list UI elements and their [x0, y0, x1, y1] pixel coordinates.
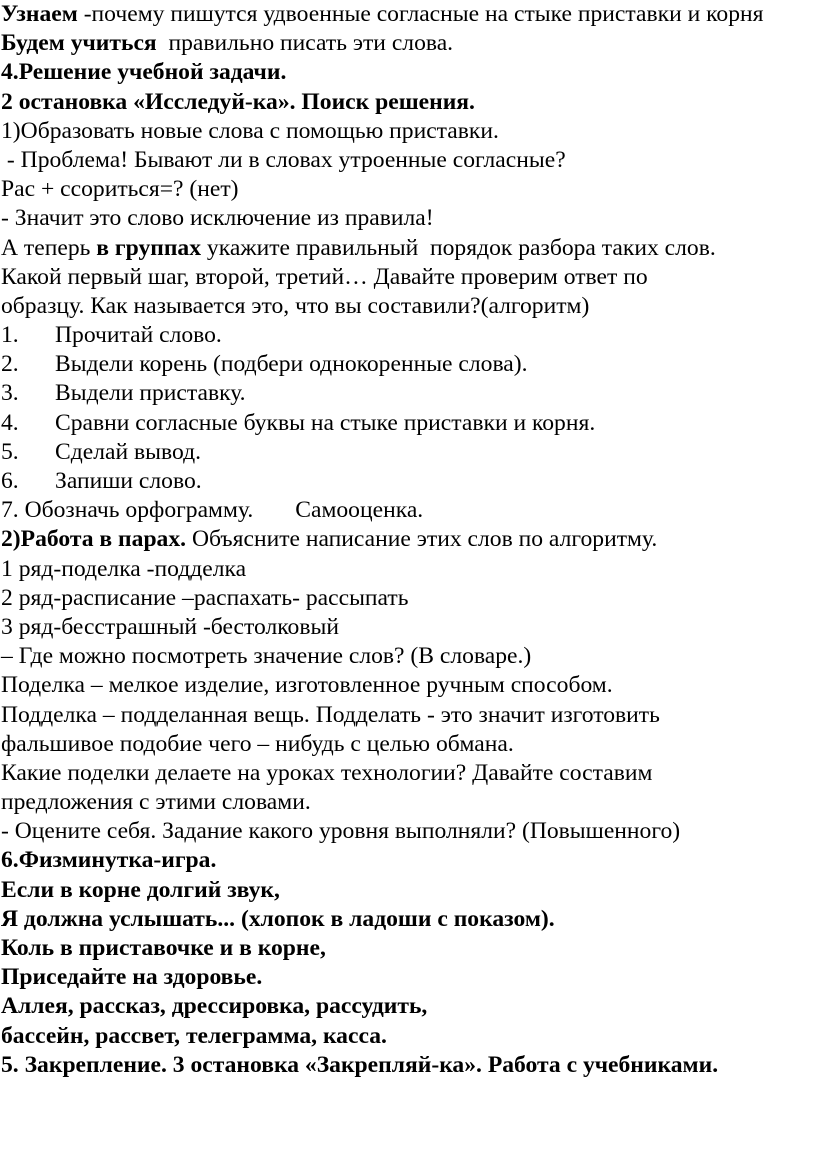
- game-title: 6.Физминутка-игра.: [1, 847, 217, 874]
- step1-problem: - Проблема! Бывают ли в словах утроенные согласные?: [1, 146, 566, 173]
- algorithm-text: 7. Обозначь орфограмму.: [1, 497, 254, 524]
- algorithm-number: 3.: [1, 380, 19, 407]
- learn-label: Узнаем: [1, 1, 78, 27]
- algorithm-text: Выдели приставку.: [55, 380, 246, 407]
- step1-conclusion: - Значит это слово исключение из правила!: [1, 205, 434, 232]
- study-label: Будем учиться: [1, 30, 157, 57]
- step1-question2: образцу. Как называется это, что вы составили?(алгоритм): [1, 292, 590, 319]
- learn-text: -почему пишутся удвоенные согласные на стыке приставки и корня: [77, 1, 764, 27]
- game-line: [1, 905, 816, 934]
- pairs-heading: [1, 525, 816, 554]
- algorithm-item: [1, 438, 816, 467]
- groups-bold: в группах: [96, 234, 202, 261]
- algorithm-number: 1.: [1, 322, 19, 349]
- game-heading: [1, 846, 816, 875]
- pairs-line: Какие поделки делаете на уроках технологии? Давайте составим: [1, 759, 653, 786]
- algorithm-number: 5.: [1, 438, 19, 465]
- pairs-bold: 2)Работа в парах.: [1, 526, 187, 553]
- algorithm-text: Сделай вывод.: [55, 438, 201, 465]
- self-assessment-label: Самооценка.: [295, 497, 424, 524]
- algorithm-number: 6.: [1, 468, 19, 495]
- heading-stop2-text: 2 остановка «Исследуй-ка». Поиск решения.: [1, 88, 475, 115]
- game-line-text: Я должна услышать... (хлопок в ладоши с показом).: [1, 905, 555, 932]
- pairs-row: 1 ряд-поделка -подделка: [1, 555, 247, 582]
- algorithm-item-last: [1, 496, 816, 525]
- game-line: [1, 992, 816, 1021]
- pairs-line: Подделка – подделанная вещь. Подделать - это значит изготовить: [1, 701, 660, 728]
- pairs-line: - Оцените себя. Задание какого уровня выполняли? (Повышенного): [1, 818, 681, 845]
- pairs-row: 2 ряд-расписание –распахать- рассыпать: [1, 584, 409, 611]
- final-heading-text: 5. Закрепление. 3 остановка «Закрепляй-ка». Работа с учебниками.: [1, 1051, 719, 1078]
- game-line: [1, 934, 816, 963]
- heading-stop2: [1, 88, 816, 117]
- study-text: правильно писать эти слова.: [156, 30, 454, 57]
- pairs-line: – Где можно посмотреть значение слов? (В словаре.): [1, 643, 532, 670]
- algorithm-list: [1, 321, 816, 525]
- pairs-row: 3 ряд-бесстрашный -бестолковый: [1, 613, 339, 640]
- game-line: [1, 876, 816, 905]
- algorithm-item: [1, 467, 816, 496]
- game-line-text: Приседайте на здоровье.: [1, 964, 263, 991]
- algorithm-text: Сравни согласные буквы на стыке приставки и корня.: [55, 409, 596, 436]
- algorithm-text: Прочитай слово.: [55, 322, 222, 349]
- pairs-line: фальшивое подобие чего – нибудь с целью обмана.: [1, 730, 514, 757]
- game-line: [1, 1022, 816, 1051]
- algorithm-number: 4.: [1, 409, 19, 436]
- step1-groups: [1, 234, 816, 263]
- final-heading: [1, 1051, 816, 1080]
- game-line: [1, 963, 816, 992]
- algorithm-number: 2.: [1, 351, 19, 378]
- game-line-text: Если в корне долгий звук,: [1, 876, 280, 903]
- pairs-line: Поделка – мелкое изделие, изготовленное ручным способом.: [1, 672, 613, 699]
- algorithm-text: Запиши слово.: [55, 468, 202, 495]
- game-line-text: Коль в приставочке и в корне,: [1, 935, 326, 962]
- algorithm-item: [1, 321, 816, 350]
- step1-title: 1)Образовать новые слова с помощью приставки.: [1, 117, 499, 144]
- step1-question1: Какой первый шаг, второй, третий… Давайте проверим ответ по: [1, 263, 648, 290]
- groups-post: укажите правильный порядок разбора таких слов.: [201, 234, 716, 261]
- algorithm-item: [1, 409, 816, 438]
- intro-study: [1, 29, 816, 58]
- pairs-text: Объясните написание этих слов по алгоритму.: [186, 526, 658, 553]
- heading-solution: [1, 58, 816, 87]
- game-line-text: бассейн, рассвет, телеграмма, касса.: [1, 1022, 387, 1049]
- intro-learn: [1, 0, 813, 29]
- game-line-text: Аллея, рассказ, дрессировка, рассудить,: [1, 993, 428, 1020]
- algorithm-item: [1, 379, 816, 408]
- algorithm-item: [1, 350, 816, 379]
- algorithm-text: Выдели корень (подбери однокоренные слова).: [55, 351, 528, 378]
- pairs-line: предложения с этими словами.: [1, 789, 311, 816]
- step1-example: Рас + ссориться=? (нет): [1, 176, 239, 203]
- heading-solution-text: 4.Решение учебной задачи.: [1, 59, 287, 86]
- groups-pre: А теперь: [1, 234, 97, 261]
